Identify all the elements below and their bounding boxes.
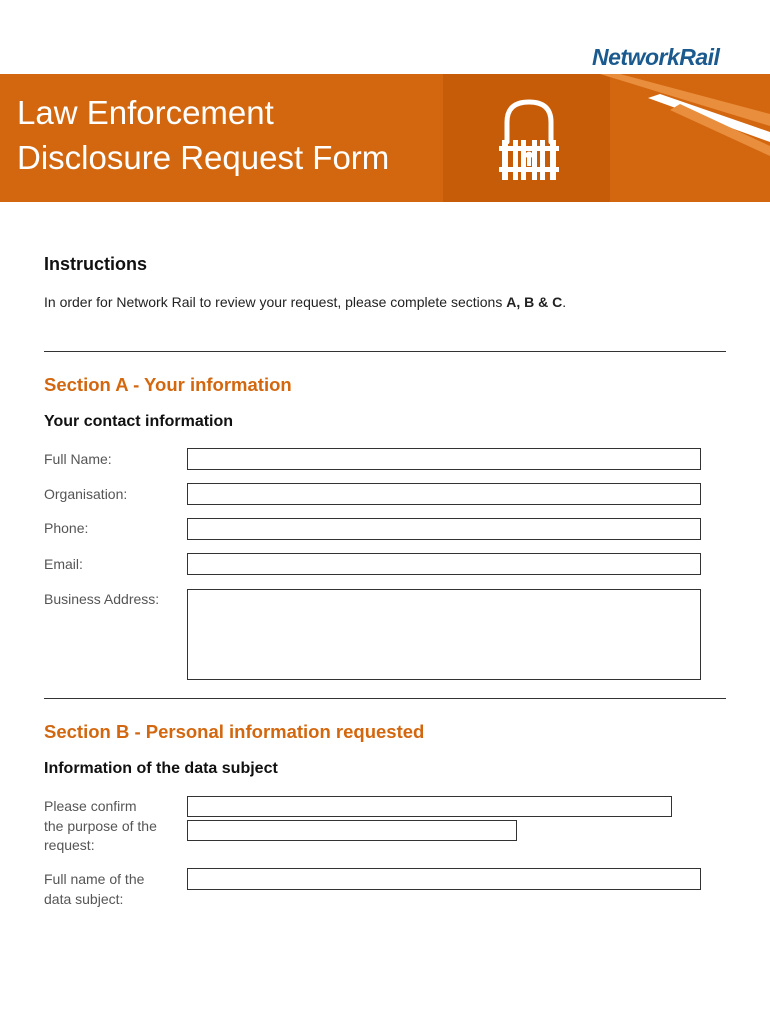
email-field[interactable] [187, 553, 701, 575]
data-subject-name-label [44, 870, 144, 909]
page-title [17, 90, 389, 180]
gate-icon [497, 96, 561, 180]
divider [44, 351, 726, 352]
data-subject-name-label-line2: data subject: [44, 890, 124, 907]
instructions-text-start: In order for Network Rail to review your request, please complete sections [44, 294, 507, 310]
page-title-line1: Law Enforcement [17, 94, 274, 131]
email-label: Email: [44, 556, 83, 572]
network-rail-logo [592, 44, 719, 71]
instructions-sections: A, B & C [506, 294, 563, 310]
section-a-subheading: Your contact information [44, 413, 234, 430]
purpose-label [44, 797, 157, 856]
data-subject-name-field[interactable] [187, 868, 701, 890]
page-title-line2: Disclosure Request Form [17, 139, 390, 176]
brand-stripes [600, 74, 770, 202]
instructions-text-end: . [562, 294, 567, 310]
phone-label: Phone: [44, 520, 89, 536]
section-a-heading: Section A - Your information [44, 374, 292, 395]
purpose-label-line3: request: [44, 837, 95, 853]
section-b-heading: Section B - Personal information requested [44, 721, 425, 742]
full-name-label: Full Name: [44, 451, 112, 467]
divider [44, 698, 726, 699]
purpose-label-line1: Please confirm [44, 798, 137, 814]
organisation-label: Organisation: [44, 486, 128, 502]
phone-field[interactable] [187, 518, 701, 540]
full-name-field[interactable] [187, 448, 701, 470]
header-banner [0, 74, 770, 202]
business-address-label: Business Address: [44, 591, 160, 607]
logo-text: NetworkRail [592, 44, 720, 70]
purpose-label-line2: the purpose of the [44, 817, 157, 834]
purpose-field-line1[interactable] [187, 796, 672, 817]
business-address-field[interactable] [187, 589, 701, 680]
instructions-text [44, 294, 566, 310]
organisation-field[interactable] [187, 483, 701, 505]
data-subject-name-label-line1: Full name of the [44, 871, 145, 887]
purpose-field-line2[interactable] [187, 820, 517, 841]
instructions-heading: Instructions [44, 254, 148, 274]
section-b-subheading: Information of the data subject [44, 760, 278, 777]
